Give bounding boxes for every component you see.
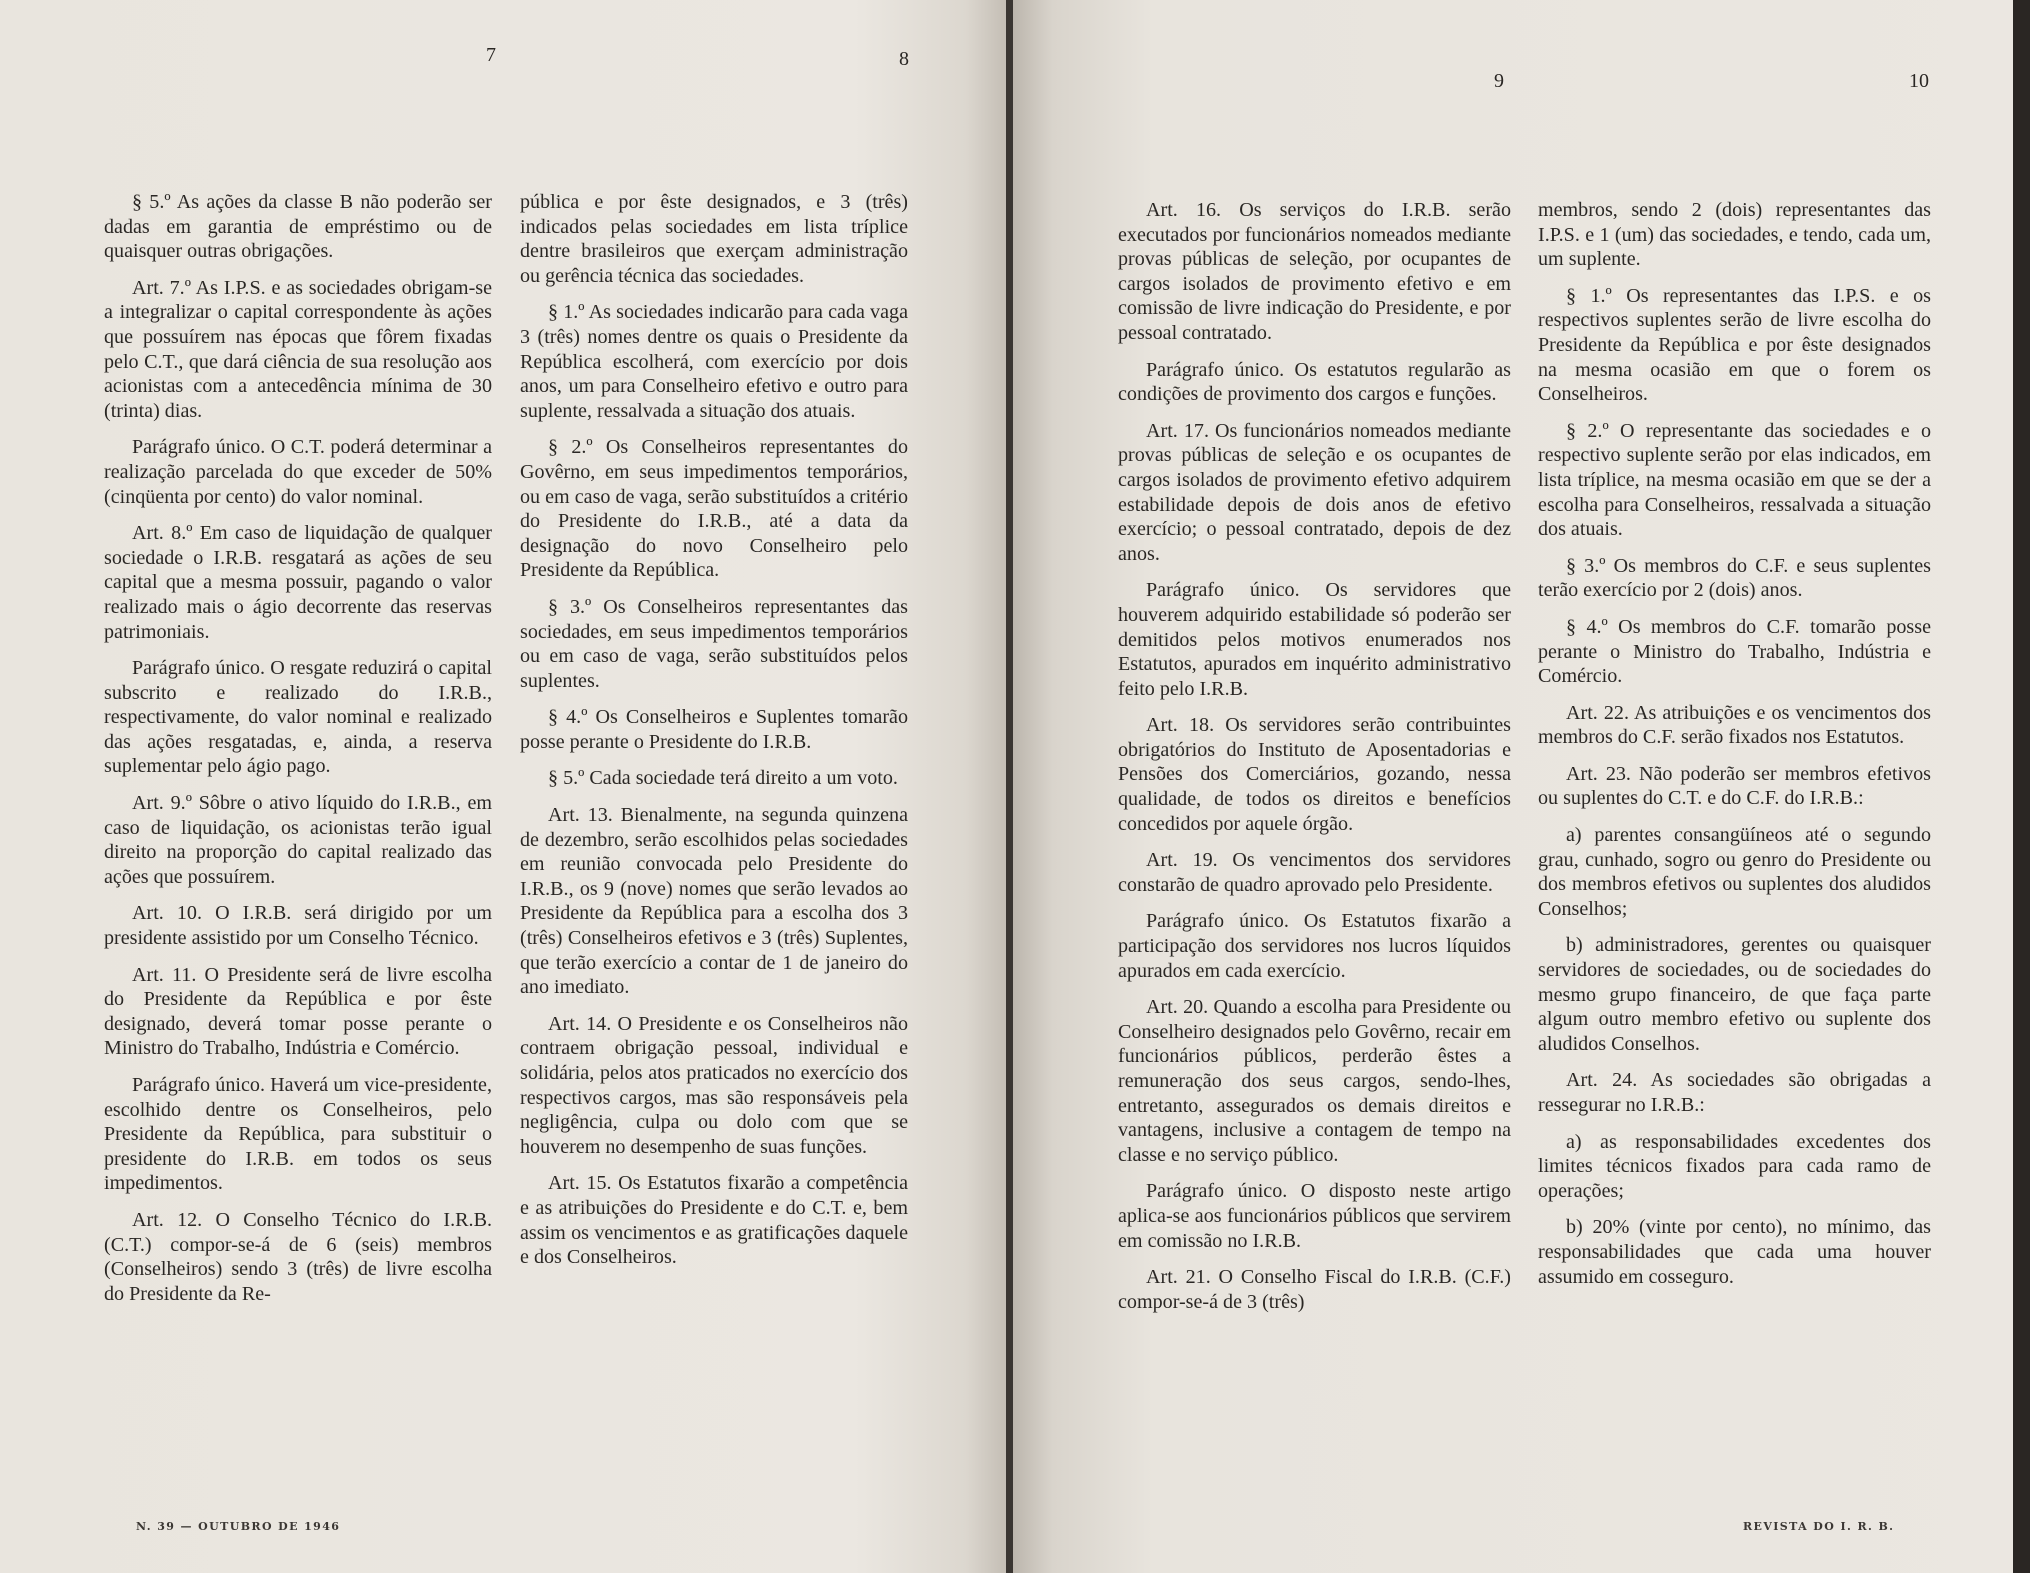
footer-issue: N. 39 — OUTUBRO DE 1946 <box>136 1520 341 1533</box>
paragraph: Art. 13. Bienalmente, na segunda quinzena de dezembro, serão escolhidos pelas sociedades em reunião convocada pelo Presidente do I.R.B., os 9 (nove) nomes que serão levados ao Presidente da República para a escolha dos 3 (três) Conselheiros efetivos e 3 (três) Suplentes, que terão exercício a contar de 1 de janeiro do ano imediato. <box>520 804 908 999</box>
paragraph: b) administradores, gerentes ou quaisquer servidores de sociedades, ou de sociedades do mesmo grupo financeiro, de que faça parte algum outro membro efetivo ou suplente dos aludidos Conselhos. <box>1538 934 1931 1055</box>
text-column-page-7 <box>104 190 492 1318</box>
paragraph: Art. 21. O Conselho Fiscal do I.R.B. (C.F.) compor-se-á de 3 (três) <box>1118 1266 1511 1313</box>
paragraph: § 3.º Os membros do C.F. e seus suplentes terão exercício por 2 (dois) anos. <box>1538 554 1931 602</box>
paragraph: Art. 24. As sociedades são obrigadas a ressegurar no I.R.B.: <box>1538 1069 1931 1116</box>
right-page <box>1013 0 2013 1573</box>
text-column-page-8 <box>520 190 908 1282</box>
paragraph: § 4.º Os Conselheiros e Suplentes tomarão posse perante o Presidente do I.R.B. <box>520 706 908 753</box>
page-number-9: 9 <box>1494 70 1504 92</box>
paragraph: Parágrafo único. Os Estatutos fixarão a participação dos servidores nos lucros líquidos apurados em cada exercício. <box>1118 910 1511 982</box>
paragraph: Art. 8.º Em caso de liquidação de qualquer sociedade o I.R.B. resgatará as ações de seu capital que a mesma possuir, pagando o valor realizado mais o ágio decorrente das reservas patrimoniais. <box>104 522 492 643</box>
paragraph: Art. 11. O Presidente será de livre escolha do Presidente da República e por êste designado, deverá tomar posse perante o Ministro do Trabalho, Indústria e Comércio. <box>104 963 492 1060</box>
paragraph: § 1.º Os representantes das I.P.S. e os respectivos suplentes serão de livre escolha do Presidente da República e por êste designados na mesma ocasião em que o forem os Conselheiros. <box>1538 284 1931 406</box>
paragraph: Art. 22. As atribuições e os vencimentos dos membros do C.F. serão fixados nos Estatutos. <box>1538 701 1931 749</box>
page-number-8: 8 <box>899 48 909 70</box>
paragraph: Parágrafo único. O disposto neste artigo aplica-se aos funcionários públicos que servirem em comissão no I.R.B. <box>1118 1180 1511 1252</box>
paragraph: § 1.º As sociedades indicarão para cada vaga 3 (três) nomes dentre os quais o Presidente da República escolherá, com exercício por dois anos, um para Conselheiro efetivo e outro para suplente, ressalvada a situação dos atuais. <box>520 301 908 422</box>
footer-journal: REVISTA DO I. R. B. <box>1743 1520 1895 1533</box>
left-page <box>0 0 1006 1573</box>
paragraph: Parágrafo único. Os estatutos regularão as condições de provimento dos cargos e funções. <box>1118 358 1511 406</box>
text-column-page-9 <box>1118 198 1511 1326</box>
book-gutter <box>1006 0 1013 1573</box>
paragraph: § 2.º O representante das sociedades e o respectivo suplente serão por elas indicados, em lista tríplice, na mesma ocasião em que se der a escolha para Conselheiros, ressalvada a situação dos atuais. <box>1538 419 1931 541</box>
paragraph: membros, sendo 2 (dois) representantes das I.P.S. e 1 (um) das sociedades, e tendo, cada um, um suplente. <box>1538 199 1931 271</box>
paragraph: § 5.º Cada sociedade terá direito a um voto. <box>548 767 898 790</box>
paragraph: Parágrafo único. O resgate reduzirá o capital subscrito e realizado do I.R.B., respectivamente, do valor nominal e realizado das ações resgatadas, e, ainda, a reserva suplementar pelo ágio pago. <box>104 657 492 778</box>
text-column-page-10 <box>1538 198 1931 1301</box>
paragraph: Art. 15. Os Estatutos fixarão a competência e as atribuições do Presidente e do C.T. e, bem assim os vencimentos e as gratificações daquele e dos Conselheiros. <box>520 1172 908 1269</box>
paragraph: Parágrafo único. Haverá um vice-presidente, escolhido dentre os Conselheiros, pelo Presidente da República, para substituir o presidente do I.R.B. em todos os seus impedimentos. <box>104 1074 492 1195</box>
paragraph: Art. 19. Os vencimentos dos servidores constarão de quadro aprovado pelo Presidente. <box>1118 849 1511 896</box>
paragraph: § 4.º Os membros do C.F. tomarão posse perante o Ministro do Trabalho, Indústria e Comércio. <box>1538 615 1931 688</box>
paragraph: Art. 7.º As I.P.S. e as sociedades obrigam-se a integralizar o capital correspondente às ações que possuírem nas épocas que fôrem fixadas pelo C.T., que dará ciência de sua resolução aos acionistas com a antecedência mínima de 30 (trinta) dias. <box>104 276 492 422</box>
paragraph: § 2.º Os Conselheiros representantes do Govêrno, em seus impedimentos temporários, ou em caso de vaga, serão substituídos a critério do Presidente do I.R.B., até a data da designação do novo Conselheiro pelo Presidente da República. <box>520 436 908 582</box>
paragraph: § 3.º Os Conselheiros representantes das sociedades, em seus impedimentos temporários ou em caso de vaga, serão substituídos pelos suplentes. <box>520 595 908 692</box>
paragraph: Art. 16. Os serviços do I.R.B. serão executados por funcionários nomeados mediante provas públicas de seleção, por ocupantes de cargos isolados de provimento efetivo e em comissão de livre indicação do Presidente, e por pessoal contratado. <box>1118 199 1511 344</box>
paragraph: Art. 10. O I.R.B. será dirigido por um presidente assistido por um Conselho Técnico. <box>104 902 492 950</box>
paragraph: Parágrafo único. Os servidores que houverem adquirido estabilidade só poderão ser demitidos pelos motivos enumerados nos Estatutos, apurados em inquérito administrativo feito pelo I.R.B. <box>1118 579 1511 700</box>
page-number-7: 7 <box>486 44 496 66</box>
paragraph: Art. 18. Os servidores serão contribuintes obrigatórios do Instituto de Aposentadorias e Pensões dos Comerciários, gozando, nessa qualidade, de todos os direitos e benefícios concedidos por aquele órgão. <box>1118 714 1511 835</box>
paragraph: a) as responsabilidades excedentes dos limites técnicos fixados para cada ramo de operações; <box>1538 1130 1931 1202</box>
page-number-10: 10 <box>1909 70 1929 92</box>
paragraph: Art. 20. Quando a escolha para Presidente ou Conselheiro designados pelo Govêrno, recair em funcionários públicos, perderão êstes a remuneração dos seus cargos, sendo-lhes, entretanto, assegurados os demais direitos e vantagens, inclusive a contagem de tempo na classe e no serviço público. <box>1118 996 1511 1166</box>
paragraph: Parágrafo único. O C.T. poderá determinar a realização parcelada do que exceder de 50% (cinqüenta por cento) do valor nominal. <box>104 436 492 508</box>
paragraph: Art. 9.º Sôbre o ativo líquido do I.R.B., em caso de liquidação, os acionistas terão igual direito na proporção do capital realizado das ações que possuírem. <box>104 792 492 888</box>
paragraph: Art. 23. Não poderão ser membros efetivos ou suplentes do C.T. e do C.F. do I.R.B.: <box>1538 762 1931 810</box>
paragraph: pública e por êste designados, e 3 (três) indicados pelas sociedades em lista tríplice dentre brasileiros que exerçam administração ou gerência técnica das sociedades. <box>520 191 908 287</box>
paragraph: Art. 14. O Presidente e os Conselheiros não contraem obrigação pessoal, individual e solidária, pelos atos praticados no exercício dos respectivos cargos, mas são responsáveis pela negligência, culpa ou dolo com que se houverem no desempenho de suas funções. <box>520 1012 908 1158</box>
paragraph: a) parentes consangüíneos até o segundo grau, cunhado, sogro ou genro do Presidente ou dos membros efetivos ou suplentes dos aludidos Conselhos; <box>1538 824 1931 920</box>
paragraph: Art. 17. Os funcionários nomeados mediante provas públicas de seleção e os ocupantes de cargos isolados de provimento efetivo adquirem estabilidade depois de dois anos de efetivo exercício; o pessoal contratado, depois de dez anos. <box>1118 419 1511 565</box>
book-edge <box>2013 0 2030 1573</box>
paragraph: § 5.º As ações da classe B não poderão ser dadas em garantia de empréstimo ou de quaisquer outras obrigações. <box>104 191 492 263</box>
paragraph: b) 20% (vinte por cento), no mínimo, das responsabilidades que cada uma houver assumido em cosseguro. <box>1538 1216 1931 1288</box>
paragraph: Art. 12. O Conselho Técnico do I.R.B. (C.T.) compor-se-á de 6 (seis) membros (Conselheiros) sendo 3 (três) de livre escolha do Presidente da Re- <box>104 1208 492 1305</box>
